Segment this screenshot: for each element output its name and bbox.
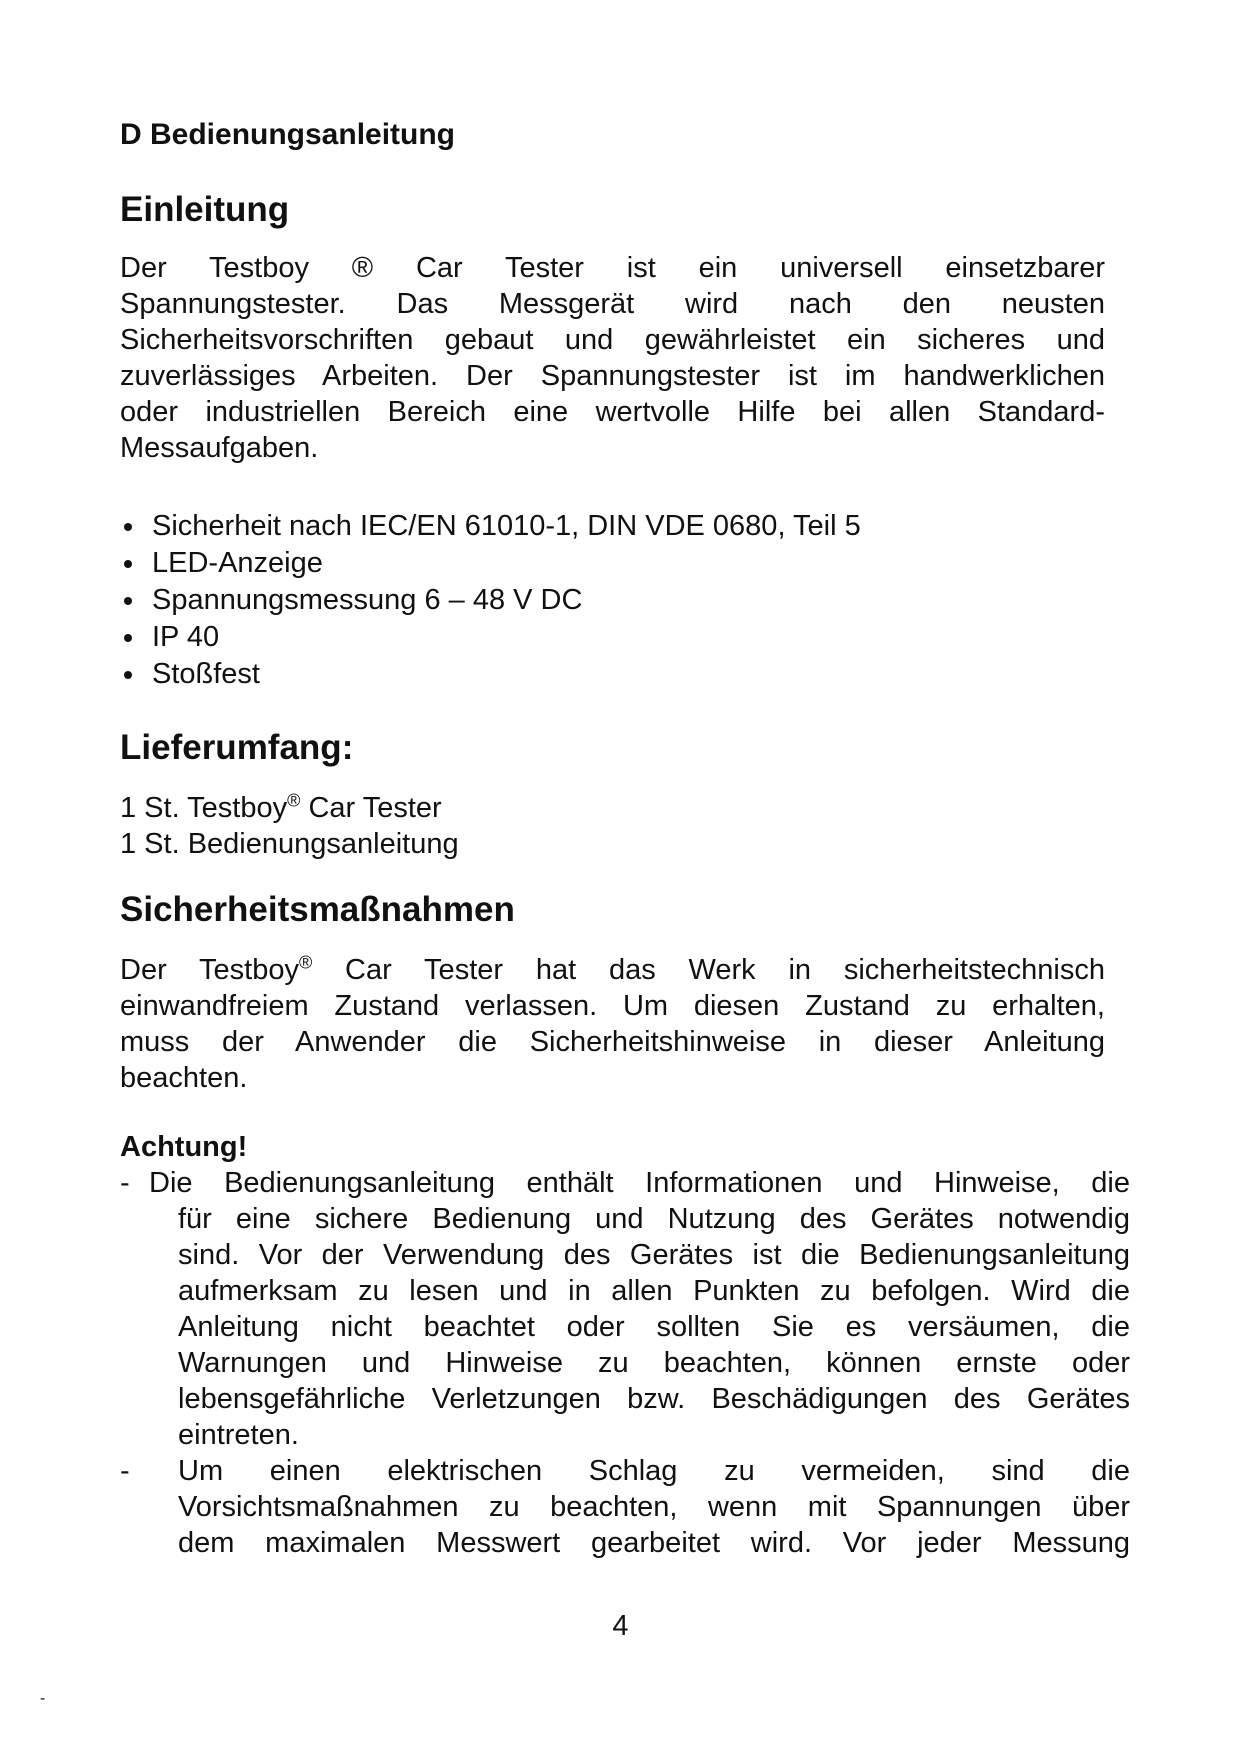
safety-line: Der Testboy® Car Tester hat das Werk in sicherheitstechnisch [120,952,1105,986]
feature-item [120,508,1020,545]
safety-line: muss der Anwender die Sicherheitshinweise in dieser Anleitung [120,1026,1105,1058]
bullet-icon [124,597,132,605]
safety-paragraph [120,952,1105,1096]
warning-line: Die Bedienungsanleitung enthält Informationen und Hinweise, die [149,1167,1130,1199]
warning-line: dem maximalen Messwert gearbeitet wird. Vor jeder Messung [178,1527,1130,1559]
corner-mark: - [40,1690,46,1707]
registered-mark: ® [287,790,301,811]
warning-list [120,1165,1130,1561]
warning-line: Vorsichtsmaßnahmen zu beachten, wenn mit Spannungen über [178,1491,1130,1523]
intro-line: oder industriellen Bereich eine wertvolle Hilfe bei allen Standard- [120,396,1105,428]
intro-line: Sicherheitsvorschriften gebaut und gewährleistet ein sicheres und [120,324,1105,356]
bullet-icon [124,560,132,568]
warning-line: sind. Vor der Verwendung des Gerätes ist die Bedienungsanleitung [178,1239,1130,1271]
language-section-label: D Bedienungsanleitung [120,118,456,151]
warning-line: für eine sichere Bedienung und Nutzung des Gerätes notwendig [178,1203,1130,1235]
intro-paragraph [120,250,1105,466]
delivery-heading: Lieferumfang: [120,728,354,767]
safety-line: einwandfreiem Zustand verlassen. Um diesen Zustand zu erhalten, [120,990,1105,1022]
intro-line: Spannungstester. Das Messgerät wird nach den neusten [120,288,1105,320]
feature-text: Spannungsmessung 6 – 48 V DC [152,584,583,616]
dash-marker: - [120,1455,130,1487]
warning-item [120,1453,1130,1561]
feature-item [120,619,1020,656]
safety-line: beachten. [120,1062,248,1094]
feature-text: LED-Anzeige [152,547,323,579]
page-number: 4 [612,1610,629,1642]
warning-item [120,1165,1130,1453]
safety-heading: Sicherheitsmaßnahmen [120,890,515,929]
warning-line: Warnungen und Hinweise zu beachten, können ernste oder [178,1347,1130,1379]
feature-text: IP 40 [152,621,220,653]
warning-line: eintreten. [178,1419,299,1451]
warning-line: lebensgefährliche Verletzungen bzw. Beschädigungen des Gerätes [178,1383,1130,1415]
warning-line: Um einen elektrischen Schlag zu vermeiden, sind die [178,1455,1130,1487]
intro-line: Der Testboy ® Car Tester ist ein universell einsetzbarer [120,252,1105,284]
warning-heading: Achtung! [120,1131,248,1163]
feature-item [120,582,1020,619]
registered-mark: ® [298,952,313,973]
intro-line: Messaufgaben. [120,432,319,464]
intro-heading: Einleitung [120,190,290,229]
feature-text: Sicherheit nach IEC/EN 61010-1, DIN VDE 0680, Teil 5 [152,510,861,542]
feature-list [120,508,1020,693]
bullet-icon [124,671,132,679]
feature-item [120,545,1020,582]
warning-line: Anleitung nicht beachtet oder sollten Sie es versäumen, die [178,1311,1130,1343]
dash-marker: - [120,1167,130,1199]
intro-line: zuverlässiges Arbeiten. Der Spannungstester ist im handwerklichen [120,360,1105,392]
feature-item [120,656,1020,693]
delivery-line: 1 St. Testboy® Car Tester [120,790,442,824]
delivery-list [120,790,820,862]
bullet-icon [124,634,132,642]
delivery-line: 1 St. Bedienungsanleitung [120,828,459,860]
warning-line: aufmerksam zu lesen und in allen Punkten zu befolgen. Wird die [178,1275,1130,1307]
bullet-icon [124,523,132,531]
feature-text: Stoßfest [152,658,260,690]
